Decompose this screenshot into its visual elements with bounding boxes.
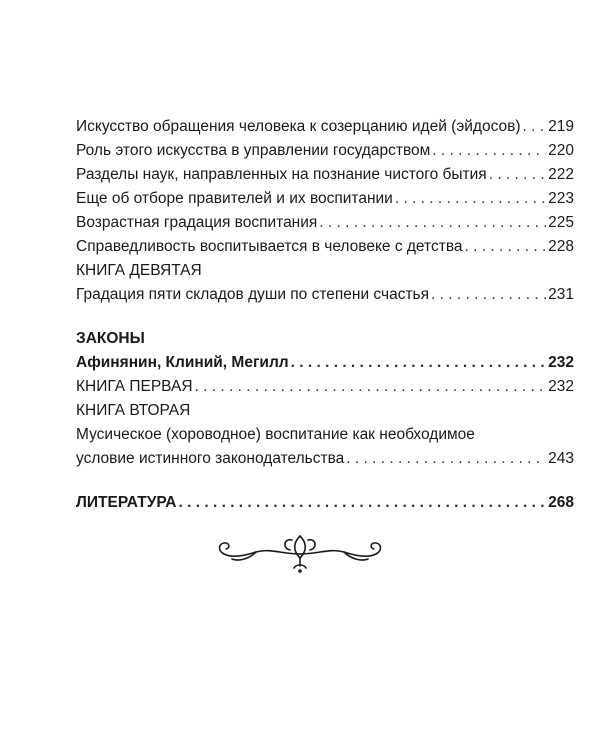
toc-entry-title: ЛИТЕРАТУРА [76, 494, 177, 511]
toc-entry[interactable] [76, 142, 574, 166]
toc-entry-page: 219 [548, 118, 574, 135]
dot-leader [432, 142, 546, 160]
table-of-contents [76, 118, 574, 518]
section-heading-title: КНИГА ДЕВЯТАЯ [76, 262, 202, 279]
toc-entry-page: 268 [548, 494, 574, 511]
toc-entry-title: КНИГА ПЕРВАЯ [76, 378, 193, 395]
toc-entry[interactable] [76, 214, 574, 238]
toc-entry-title: Справедливость воспитывается в человеке с детства [76, 238, 463, 255]
section-gap [76, 310, 574, 330]
toc-entry-title: Еще об отборе правителей и их воспитании [76, 190, 393, 207]
toc-entry-page: 220 [548, 142, 574, 159]
section-gap [76, 474, 574, 494]
toc-entry-page: 222 [548, 166, 574, 183]
toc-entry[interactable] [76, 378, 574, 402]
toc-entry-page: 232 [548, 378, 574, 395]
toc-entry-title: Искусство обращения человека к созерцанию идей (эйдосов) [76, 118, 521, 135]
toc-entry[interactable] [76, 286, 574, 310]
toc-entry-title: Возрастная градация воспитания [76, 214, 318, 231]
dot-leader [319, 214, 546, 232]
toc-entry-page: 223 [548, 190, 574, 207]
toc-entry-title: Роль этого искусства в управлении государством [76, 142, 431, 159]
toc-entry[interactable] [76, 450, 574, 474]
dot-leader [489, 166, 546, 184]
toc-entry-title: Разделы наук, направленных на познание чистого бытия [76, 166, 487, 183]
toc-entry-title: Градация пяти складов души по степени счастья [76, 286, 430, 303]
toc-entry[interactable] [76, 190, 574, 214]
toc-section-heading [76, 262, 574, 286]
toc-entry-page: 232 [548, 354, 574, 371]
toc-entry-page: 225 [548, 214, 574, 231]
toc-entry-title: условие истинного законодательства [76, 450, 345, 467]
dot-leader [523, 118, 547, 136]
toc-entry[interactable] [76, 494, 574, 518]
dot-leader [395, 190, 546, 208]
dot-leader [431, 286, 546, 304]
dot-leader [346, 450, 546, 468]
toc-entry-page: 243 [548, 450, 574, 467]
toc-entry-title: Мусическое (хороводное) воспитание как необходимое [76, 426, 475, 443]
toc-entry-page: 231 [548, 286, 574, 303]
toc-entry[interactable] [76, 354, 574, 378]
toc-entry-title: Афинянин, Клиний, Мегилл [76, 354, 289, 371]
dot-leader [195, 378, 547, 396]
toc-entry-line[interactable] [76, 426, 574, 450]
dot-leader [179, 494, 547, 512]
toc-entry-page: 228 [548, 238, 574, 255]
dot-leader [465, 238, 547, 256]
part-heading-title: ЗАКОНЫ [76, 330, 145, 347]
toc-section-heading [76, 402, 574, 426]
flourish-ornament-icon [210, 528, 390, 576]
toc-entry[interactable] [76, 118, 574, 142]
toc-entry[interactable] [76, 166, 574, 190]
dot-leader [291, 354, 546, 372]
toc-part-heading [76, 330, 574, 354]
toc-entry[interactable] [76, 238, 574, 262]
section-heading-title: КНИГА ВТОРАЯ [76, 402, 191, 419]
